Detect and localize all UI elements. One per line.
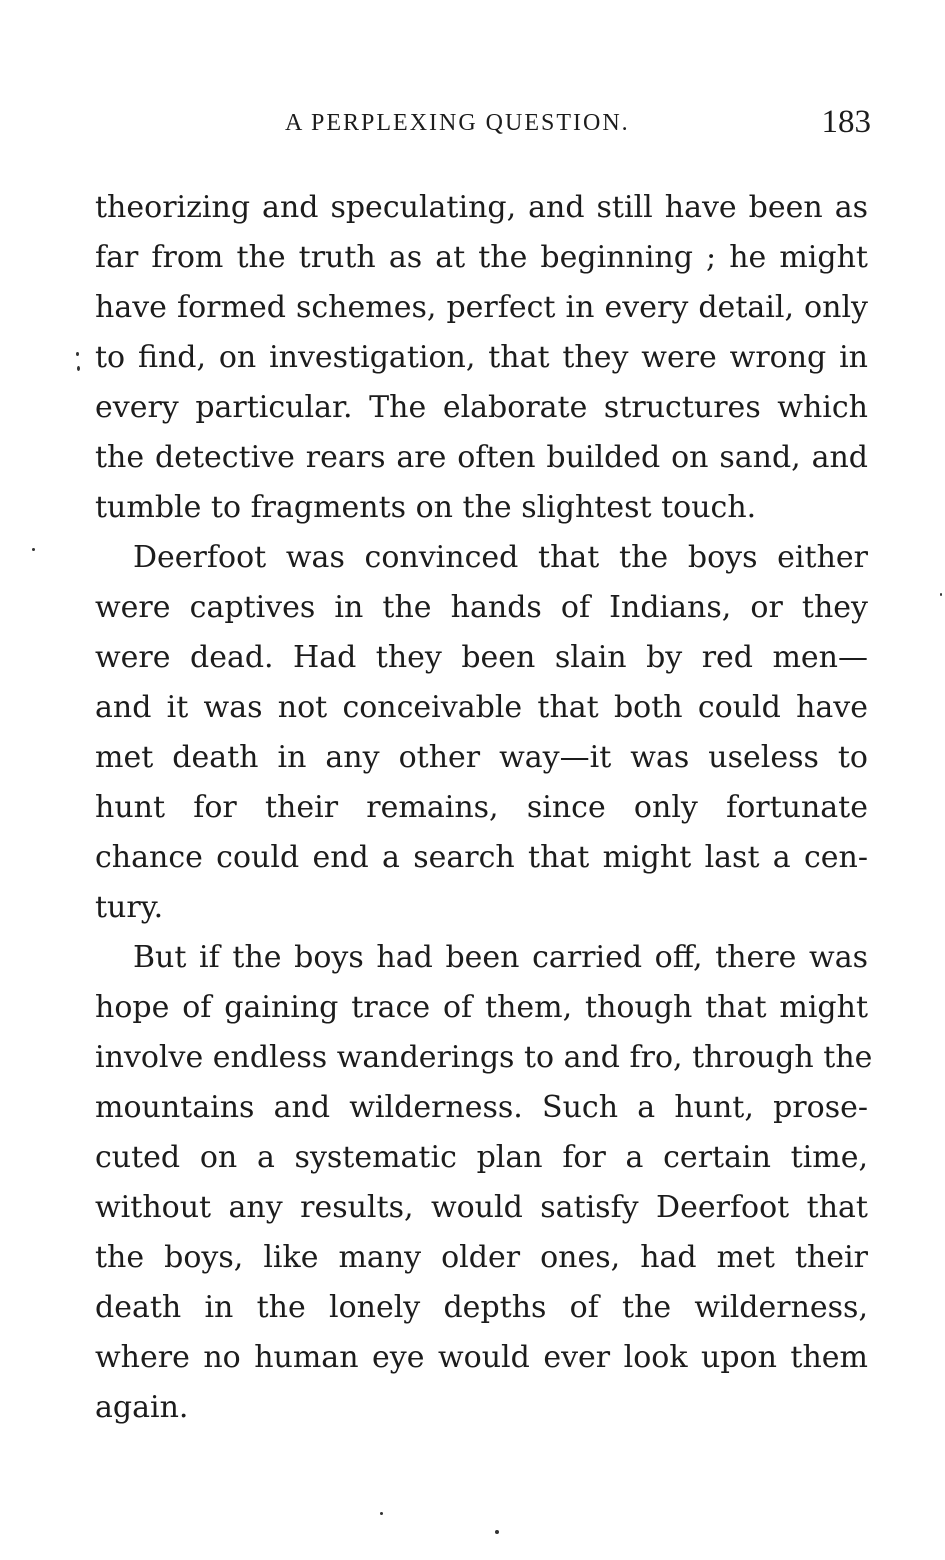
ink-speck	[76, 352, 79, 356]
ink-speck	[32, 548, 35, 551]
text-line: involve endless wanderings to and fro, through the	[95, 1040, 873, 1075]
text-line: have formed schemes, perfect in every detail, only	[95, 290, 868, 325]
text-line: mountains and wilderness. Such a hunt, prose-	[95, 1090, 868, 1125]
text-line: But if the boys had been carried off, there was	[133, 940, 868, 975]
text-line: hunt for their remains, since only fortunate	[95, 790, 868, 825]
text-line: chance could end a search that might last a cen-	[95, 840, 868, 875]
text-line: were dead. Had they been slain by red men—	[95, 640, 868, 675]
page-number: 183	[821, 104, 871, 140]
ink-speck	[940, 593, 942, 596]
ink-speck	[495, 1530, 499, 1534]
text-line: death in the lonely depths of the wilderness,	[95, 1290, 868, 1325]
ink-speck	[77, 366, 80, 371]
text-line: tumble to fragments on the slightest touch.	[95, 490, 757, 525]
text-line: without any results, would satisfy Deerfoot that	[95, 1190, 868, 1225]
text-line: where no human eye would ever look upon them	[95, 1340, 868, 1375]
text-line: the boys, like many older ones, had met their	[95, 1240, 868, 1275]
body-text	[95, 183, 873, 1433]
text-line: to find, on investigation, that they were wrong in	[95, 340, 868, 375]
running-title: A PERPLEXING QUESTION.	[285, 110, 630, 136]
text-line: tury.	[95, 890, 164, 925]
text-line: again.	[95, 1390, 189, 1425]
text-line: and it was not conceivable that both could have	[95, 690, 868, 725]
text-line: met death in any other way—it was useless to	[95, 740, 868, 775]
ink-speck	[380, 1512, 383, 1515]
text-line: far from the truth as at the beginning ; he might	[95, 240, 868, 275]
text-line: hope of gaining trace of them, though that might	[95, 990, 868, 1025]
text-line: were captives in the hands of Indians, or they	[95, 590, 868, 625]
text-line: Deerfoot was convinced that the boys either	[133, 540, 868, 575]
running-header	[95, 104, 871, 144]
text-line: every particular. The elaborate structures which	[95, 390, 868, 425]
text-line: the detective rears are often builded on sand, and	[95, 440, 868, 475]
text-line: cuted on a systematic plan for a certain time,	[95, 1140, 868, 1175]
text-line: theorizing and speculating, and still have been as	[95, 190, 868, 225]
